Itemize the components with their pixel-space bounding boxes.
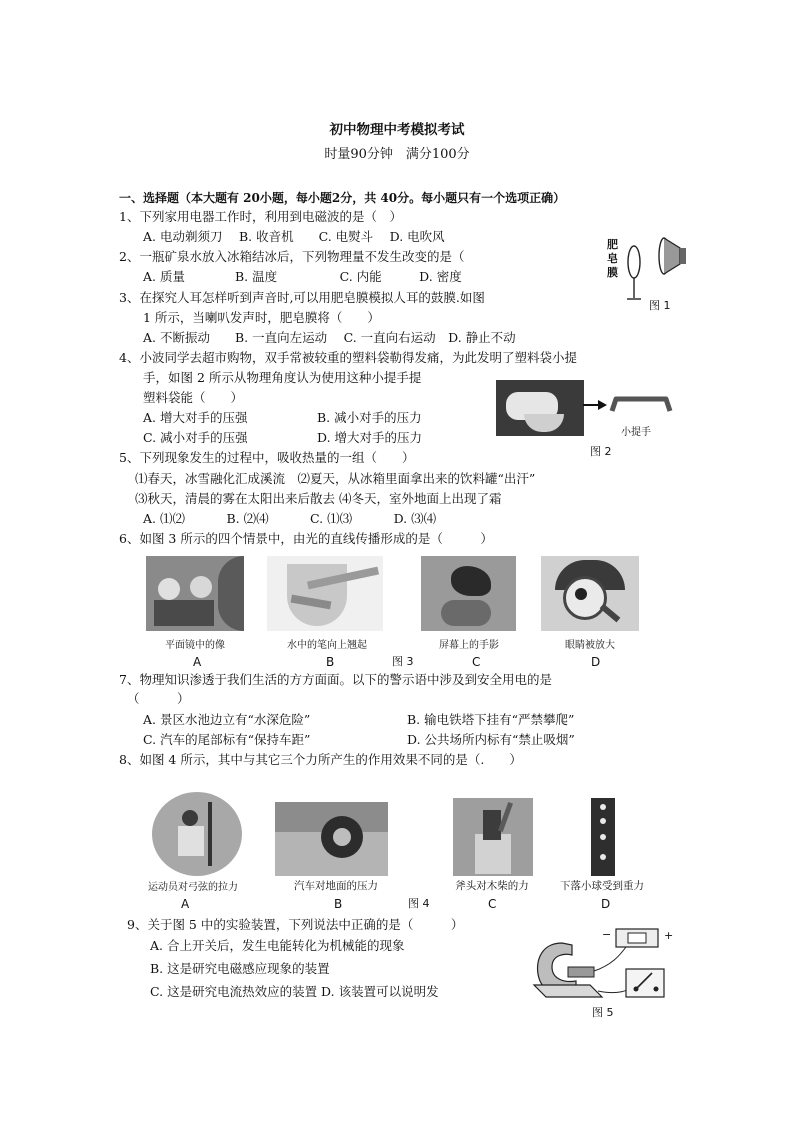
figure2-caption: 图 2 (590, 445, 612, 458)
figure3-letter-a: A (193, 655, 202, 669)
q2-stem: 2、一瓶矿泉水放入冰箱结冰后，下列物理量不发生改变的是（ (119, 249, 465, 264)
figure3-caption-c: 屏幕上的手影 (439, 640, 499, 651)
figure2-handle-icon (608, 393, 674, 415)
q3-options: A. 不断振动 B. 一直向左运动 C. 一直向右运动 D. 静止不动 (143, 330, 516, 345)
q4-option-b: B. 减小对手的压力 (317, 410, 422, 425)
q5-line2: ⑶秋天，清晨的雾在太阳出来后散去 ⑷冬天，室外地面上出现了霜 (135, 491, 502, 506)
figure1-film-label: 肥皂膜 (607, 238, 618, 279)
q9-option-b: B. 这是研究电磁感应现象的装置 (150, 961, 330, 976)
figure3-water-pencil-photo (267, 556, 383, 631)
figure3-caption-b: 水中的笔向上翘起 (287, 640, 367, 651)
q9-stem: 9、关于图 5 中的实验装置，下列说法中正确的是（ ） (127, 917, 464, 932)
q7-paren: （ ） (127, 691, 190, 706)
q6-stem: 6、如图 3 所示的四个情景中，由光的直线传播形成的是（ ） (119, 531, 493, 546)
figure4-letter-d: D (601, 897, 611, 911)
figure4-caption-b: 汽车对地面的压力 (294, 880, 378, 892)
q5-options: A. ⑴⑵ B. ⑵⑷ C. ⑴⑶ D. ⑶⑷ (143, 511, 437, 526)
figure3-label: 图 3 (392, 655, 414, 668)
q7-option-a: A. 景区水池边立有“水深危险” (143, 712, 311, 727)
figure4-label: 图 4 (408, 897, 430, 910)
figure5-minus-label: − (602, 928, 612, 941)
q4-line2: 手，如图 2 所示从物理角度认为使用这种小提手提 (143, 370, 422, 385)
figure3-letter-c: C (472, 655, 481, 669)
q7-option-c: C. 汽车的尾部标有“保持车距” (143, 732, 311, 747)
q7-option-d: D. 公共场所内标有“禁止吸烟” (407, 732, 575, 747)
figure4-letter-b: B (334, 897, 343, 911)
figure3-caption-a: 平面镜中的像 (165, 640, 225, 651)
q5-stem: 5、下列现象发生的过程中，吸收热量的一组（ ） (119, 450, 415, 465)
q5-line1: ⑴春天，冰雪融化汇成溪流 ⑵夏天，从冰箱里面拿出来的饮料罐“出汗” (135, 471, 536, 486)
figure3-mirror-photo (146, 556, 244, 631)
figure3-letter-b: B (326, 655, 335, 669)
figure4-caption-d: 下落小球受到重力 (560, 880, 644, 892)
q1-stem: 1、下列家用电器工作时，利用到电磁波的是（ ） (119, 209, 402, 224)
q4-option-d: D. 增大对手的压力 (317, 430, 423, 445)
page-subtitle: 时量90分钟 满分100分 (324, 147, 470, 162)
figure3-hand-shadow-photo (421, 556, 516, 631)
figure3-letter-d: D (591, 655, 601, 669)
figure1-caption: 图 1 (649, 299, 671, 312)
q4-option-a: A. 增大对手的压强 (143, 410, 248, 425)
figure2-label: 小提手 (621, 427, 651, 438)
q3-line2: 1 所示，当喇叭发声时，肥皂膜将（ ） (143, 310, 380, 325)
q1-options: A. 电动剃须刀 B. 收音机 C. 电熨斗 D. 电吹风 (143, 229, 445, 244)
q4-option-c: C. 减小对手的压强 (143, 430, 248, 445)
figure4-falling-ball-photo (591, 798, 615, 876)
figure4-axe-wood-photo (453, 798, 533, 876)
figure2-hand-photo (496, 380, 584, 436)
figure5-plus-label: + (664, 929, 674, 942)
q4-line1: 4、小波同学去超市购物，双手常被较重的塑料袋勒得发痛，为此发明了塑料袋小提 (119, 350, 577, 365)
q8-stem: 8、如图 4 所示，其中与其它三个力所产生的作用效果不同的是（. ） (119, 752, 522, 767)
figure4-archer-photo (152, 792, 242, 876)
q9-option-cd: C. 这是研究电流热效应的装置 D. 该装置可以说明发 (150, 984, 439, 999)
figure4-caption-a: 运动员对弓弦的拉力 (148, 882, 238, 893)
q7-stem: 7、物理知识渗透于我们生活的方方面面。以下的警示语中涉及到安全用电的是 (119, 672, 552, 687)
q9-option-a: A. 合上开关后，发生电能转化为机械能的现象 (150, 938, 405, 953)
q2-options: A. 质量 B. 温度 C. 内能 D. 密度 (143, 269, 462, 284)
figure5-caption: 图 5 (592, 1006, 614, 1019)
page-title: 初中物理中考模拟考试 (329, 122, 465, 138)
q7-option-b: B. 输电铁塔下挂有“严禁攀爬” (407, 712, 575, 727)
figure4-caption-c: 斧头对木柴的力 (455, 880, 529, 892)
figure4-car-tire-photo (275, 802, 388, 876)
figure4-letter-a: A (181, 897, 190, 911)
figure3-caption-d: 眼睛被放大 (565, 640, 615, 651)
q3-line1: 3、在探究人耳怎样听到声音时,可以用肥皂膜模拟人耳的鼓膜.如图 (119, 290, 485, 305)
figure4-letter-c: C (488, 897, 497, 911)
section-heading: 一、选择题（本大题有 20小题，每小题2分，共 40分。每小题只有一个选项正确） (119, 191, 566, 205)
figure2-arrow-icon (582, 398, 608, 412)
q4-line3: 塑料袋能（ ） (143, 390, 244, 405)
figure3-magnifier-photo (541, 556, 639, 631)
